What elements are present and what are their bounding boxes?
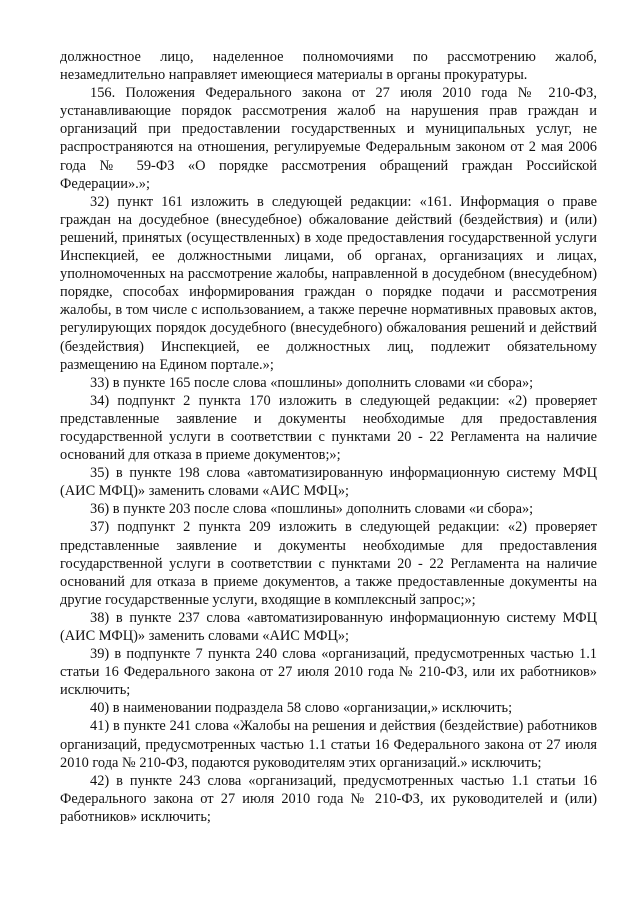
paragraph-item-39: 39) в подпункте 7 пункта 240 слова «организаций, предусмотренных частью 1.1 статьи 16 Федерального закона от 27 июля 2010 года № 210-ФЗ, или их работников» исключить; [60, 646, 597, 699]
paragraph-item-37: 37) подпункт 2 пункта 209 изложить в следующей редакции: «2) проверяет представленные заявление и документы необходимые для предоставления государственной услуги в соответствии с пунктами 20 - 22 Регламента на наличие оснований для отказа в приеме документов, а также предоставленные документы на другие государственные услуги, входящие в комплексный запрос;»; [60, 519, 597, 608]
paragraph-item-32: 32) пункт 161 изложить в следующей редакции: «161. Информация о праве граждан на досудебное (внесудебное) обжалование действий (бездействия) и (или) решений, принятых (осуществленных) в ходе предоставления государственной услуги Инспекцией, ее должностными лицами, об органах, организациях и лицах, уполномоченных на рассмотрение жалобы, направленной в досудебном (внесудебном) порядке, способах информирования граждан о порядке подачи и рассмотрения жалобы, в том числе с использованием, а также перечне нормативных правовых актов, регулирующих порядок досудебного (внесудебного) обжалования решений и действий (бездействия) Инспекцией, ее должностных лиц, подлежит обязательному размещению на Едином портале.»; [60, 193, 597, 373]
paragraph-item-42: 42) в пункте 243 слова «организаций, предусмотренных частью 1.1 статьи 16 Федерального закона от 27 июля 2010 года № 210-ФЗ, их руководителей и (или) работников» исключить; [60, 772, 597, 825]
paragraph-156: 156. Положения Федерального закона от 27 июля 2010 года № 210-ФЗ, устанавливающие порядок рассмотрения жалоб на нарушения прав граждан и организаций при предоставлении государственных и муниципальных услуг, не распространяются на отношения, регулируемые Федеральным законом от 2 мая 2006 года № 59-ФЗ «О порядке рассмотрения обращений граждан Российской Федерации».»; [60, 85, 597, 192]
paragraph-item-40: 40) в наименовании подраздела 58 слово «организации,» исключить; [90, 700, 513, 717]
document-body [60, 48, 597, 826]
paragraph-item-41: 41) в пункте 241 слова «Жалобы на решения и действия (бездействие) работников организаций, предусмотренных частью 1.1 статьи 16 Федерального закона от 27 июля 2010 года № 210-ФЗ, подаются руководителям этих организаций.» исключить; [60, 718, 597, 771]
paragraph-item-38: 38) в пункте 237 слова «автоматизированную информационную систему МФЦ (АИС МФЦ)» заменить словами «АИС МФЦ»; [60, 609, 597, 644]
paragraph-continuation: должностное лицо, наделенное полномочиями по рассмотрению жалоб, незамедлительно направляет имеющиеся материалы в органы прокуратуры. [60, 49, 597, 84]
paragraph-item-34: 34) подпункт 2 пункта 170 изложить в следующей редакции: «2) проверяет представленные заявление и документы необходимые для предоставления государственной услуги в соответствии с пунктами 20 - 22 Регламента на наличие оснований для отказа в приеме документов;»; [60, 392, 597, 464]
paragraph-item-36: 36) в пункте 203 после слова «пошлины» дополнить словами «и сбора»; [90, 501, 534, 518]
paragraph-item-35: 35) в пункте 198 слова «автоматизированную информационную систему МФЦ (АИС МФЦ)» заменить словами «АИС МФЦ»; [60, 465, 597, 500]
paragraph-item-33: 33) в пункте 165 после слова «пошлины» дополнить словами «и сбора»; [90, 374, 534, 391]
